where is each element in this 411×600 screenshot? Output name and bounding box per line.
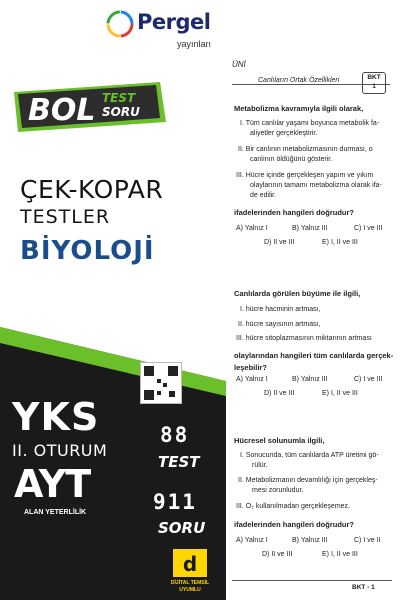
- q1-item: de edilir.: [250, 192, 277, 199]
- cover-subject: BİYOLOJİ: [20, 236, 155, 266]
- test-count-label: TEST: [158, 453, 200, 471]
- soru-count-label: SORU: [158, 519, 206, 537]
- q2-ask: olaylarından hangileri tüm canlılarda gerçek- leşebilir?: [234, 351, 394, 372]
- q1-option: E) I, II ve III: [322, 239, 358, 246]
- q2-item: I. hücre hacminin artması,: [240, 306, 321, 313]
- footer-rule: [232, 580, 392, 581]
- q3-item: mesi zorunludur.: [252, 487, 304, 494]
- q1-ask: ifadelerinden hangileri doğrudur?: [234, 208, 355, 217]
- bol-label: BOL: [28, 93, 96, 128]
- page-corner-label: ÜNİ: [232, 60, 246, 69]
- header-code: BKT: [367, 74, 381, 81]
- q1-item: II. Bir canlının metabolizmasının durması, o: [238, 146, 373, 153]
- q1-option: D) II ve III: [264, 239, 295, 246]
- test-label: TEST: [102, 91, 136, 105]
- q1-option: A) Yalnız I: [236, 225, 268, 232]
- q1-item: olaylarının tamamı metabolizma olarak ifa-: [250, 182, 382, 189]
- q3-item: II. Metabolizmanın devamlılığı için gerçekleş-: [238, 477, 378, 484]
- cover-title-cek-kopar: ÇEK-KOPAR: [20, 175, 164, 204]
- q1-item: III. Hücre içinde gerçekleşen yapım ve yıkım: [236, 172, 374, 179]
- q3-item: I. Sonucunda, tüm canlılarda ATP üretimi gö-: [240, 452, 379, 459]
- badge-line2: UYUMLU: [179, 587, 201, 593]
- q3-item: rülür.: [252, 462, 268, 469]
- q1-option: B) Yalnız III: [292, 225, 328, 232]
- digital-badge-icon: [167, 547, 213, 593]
- q1-item: canlının öldüğünü gösterir.: [250, 156, 333, 163]
- soru-label: SORU: [102, 105, 140, 119]
- test-count: 88: [160, 423, 190, 447]
- q2-option: E) I, II ve III: [322, 390, 358, 397]
- q3-ask: ifadelerinden hangileri doğrudur?: [234, 520, 355, 529]
- q1-stem: Metabolizma kavramıyla ilgili olarak,: [234, 104, 364, 113]
- svg-text:d: d: [182, 552, 198, 576]
- q1-option: C) I ve III: [354, 225, 383, 232]
- brand-subtitle: yayınları: [177, 39, 212, 49]
- header-code-box: [362, 72, 386, 94]
- q2-option: B) Yalnız III: [292, 376, 328, 383]
- cover-title-testler: TESTLER: [20, 206, 111, 228]
- exam-alan: ALAN YETERLİLİK: [24, 509, 87, 516]
- q2-option: A) Yalnız I: [236, 376, 268, 383]
- header-number: 1: [372, 83, 376, 90]
- qr-code: [140, 362, 182, 404]
- q2-item: II. hücre sayısının artması,: [238, 321, 321, 328]
- q1-item: I. Tüm canlılar yaşamı boyunca metabolik fa-: [240, 120, 380, 127]
- header-label: Canlıların Ortak Özellikleri: [258, 77, 340, 84]
- q2-item: III. hücre sitoplazmasının miktarının artması: [236, 335, 372, 342]
- soru-count: 911: [153, 490, 197, 514]
- q3-option: B) Yalnız III: [292, 537, 328, 544]
- exam-yks: YKS: [12, 395, 100, 439]
- q3-stem: Hücresel solunumla ilgili,: [234, 436, 325, 445]
- q1-item: aliyetler gerçekleştirir.: [250, 130, 318, 137]
- q3-item: III. O₂ kullanılmadan gerçekleşemez.: [236, 503, 350, 510]
- page-footer: BKT - 1: [352, 584, 375, 591]
- exam-ayt: AYT: [14, 462, 91, 506]
- badge-line1: DİJİTAL TEMSİL: [170, 580, 210, 586]
- q2-option: C) I ve III: [354, 376, 383, 383]
- q2-option: D) II ve III: [264, 390, 295, 397]
- q2-stem: Canlılarda görülen büyüme ile ilgili,: [234, 289, 361, 298]
- q3-option: C) I ve II: [354, 537, 381, 544]
- brand-name: Pergel: [137, 10, 211, 34]
- q3-option: A) Yalnız I: [236, 537, 268, 544]
- exam-oturum: II. OTURUM: [12, 441, 108, 460]
- q3-option: D) II ve III: [262, 551, 293, 558]
- bol-test-soru-banner: [10, 78, 170, 136]
- q3-option: E) I, II ve III: [322, 551, 358, 558]
- pergel-logo-icon: [105, 9, 135, 39]
